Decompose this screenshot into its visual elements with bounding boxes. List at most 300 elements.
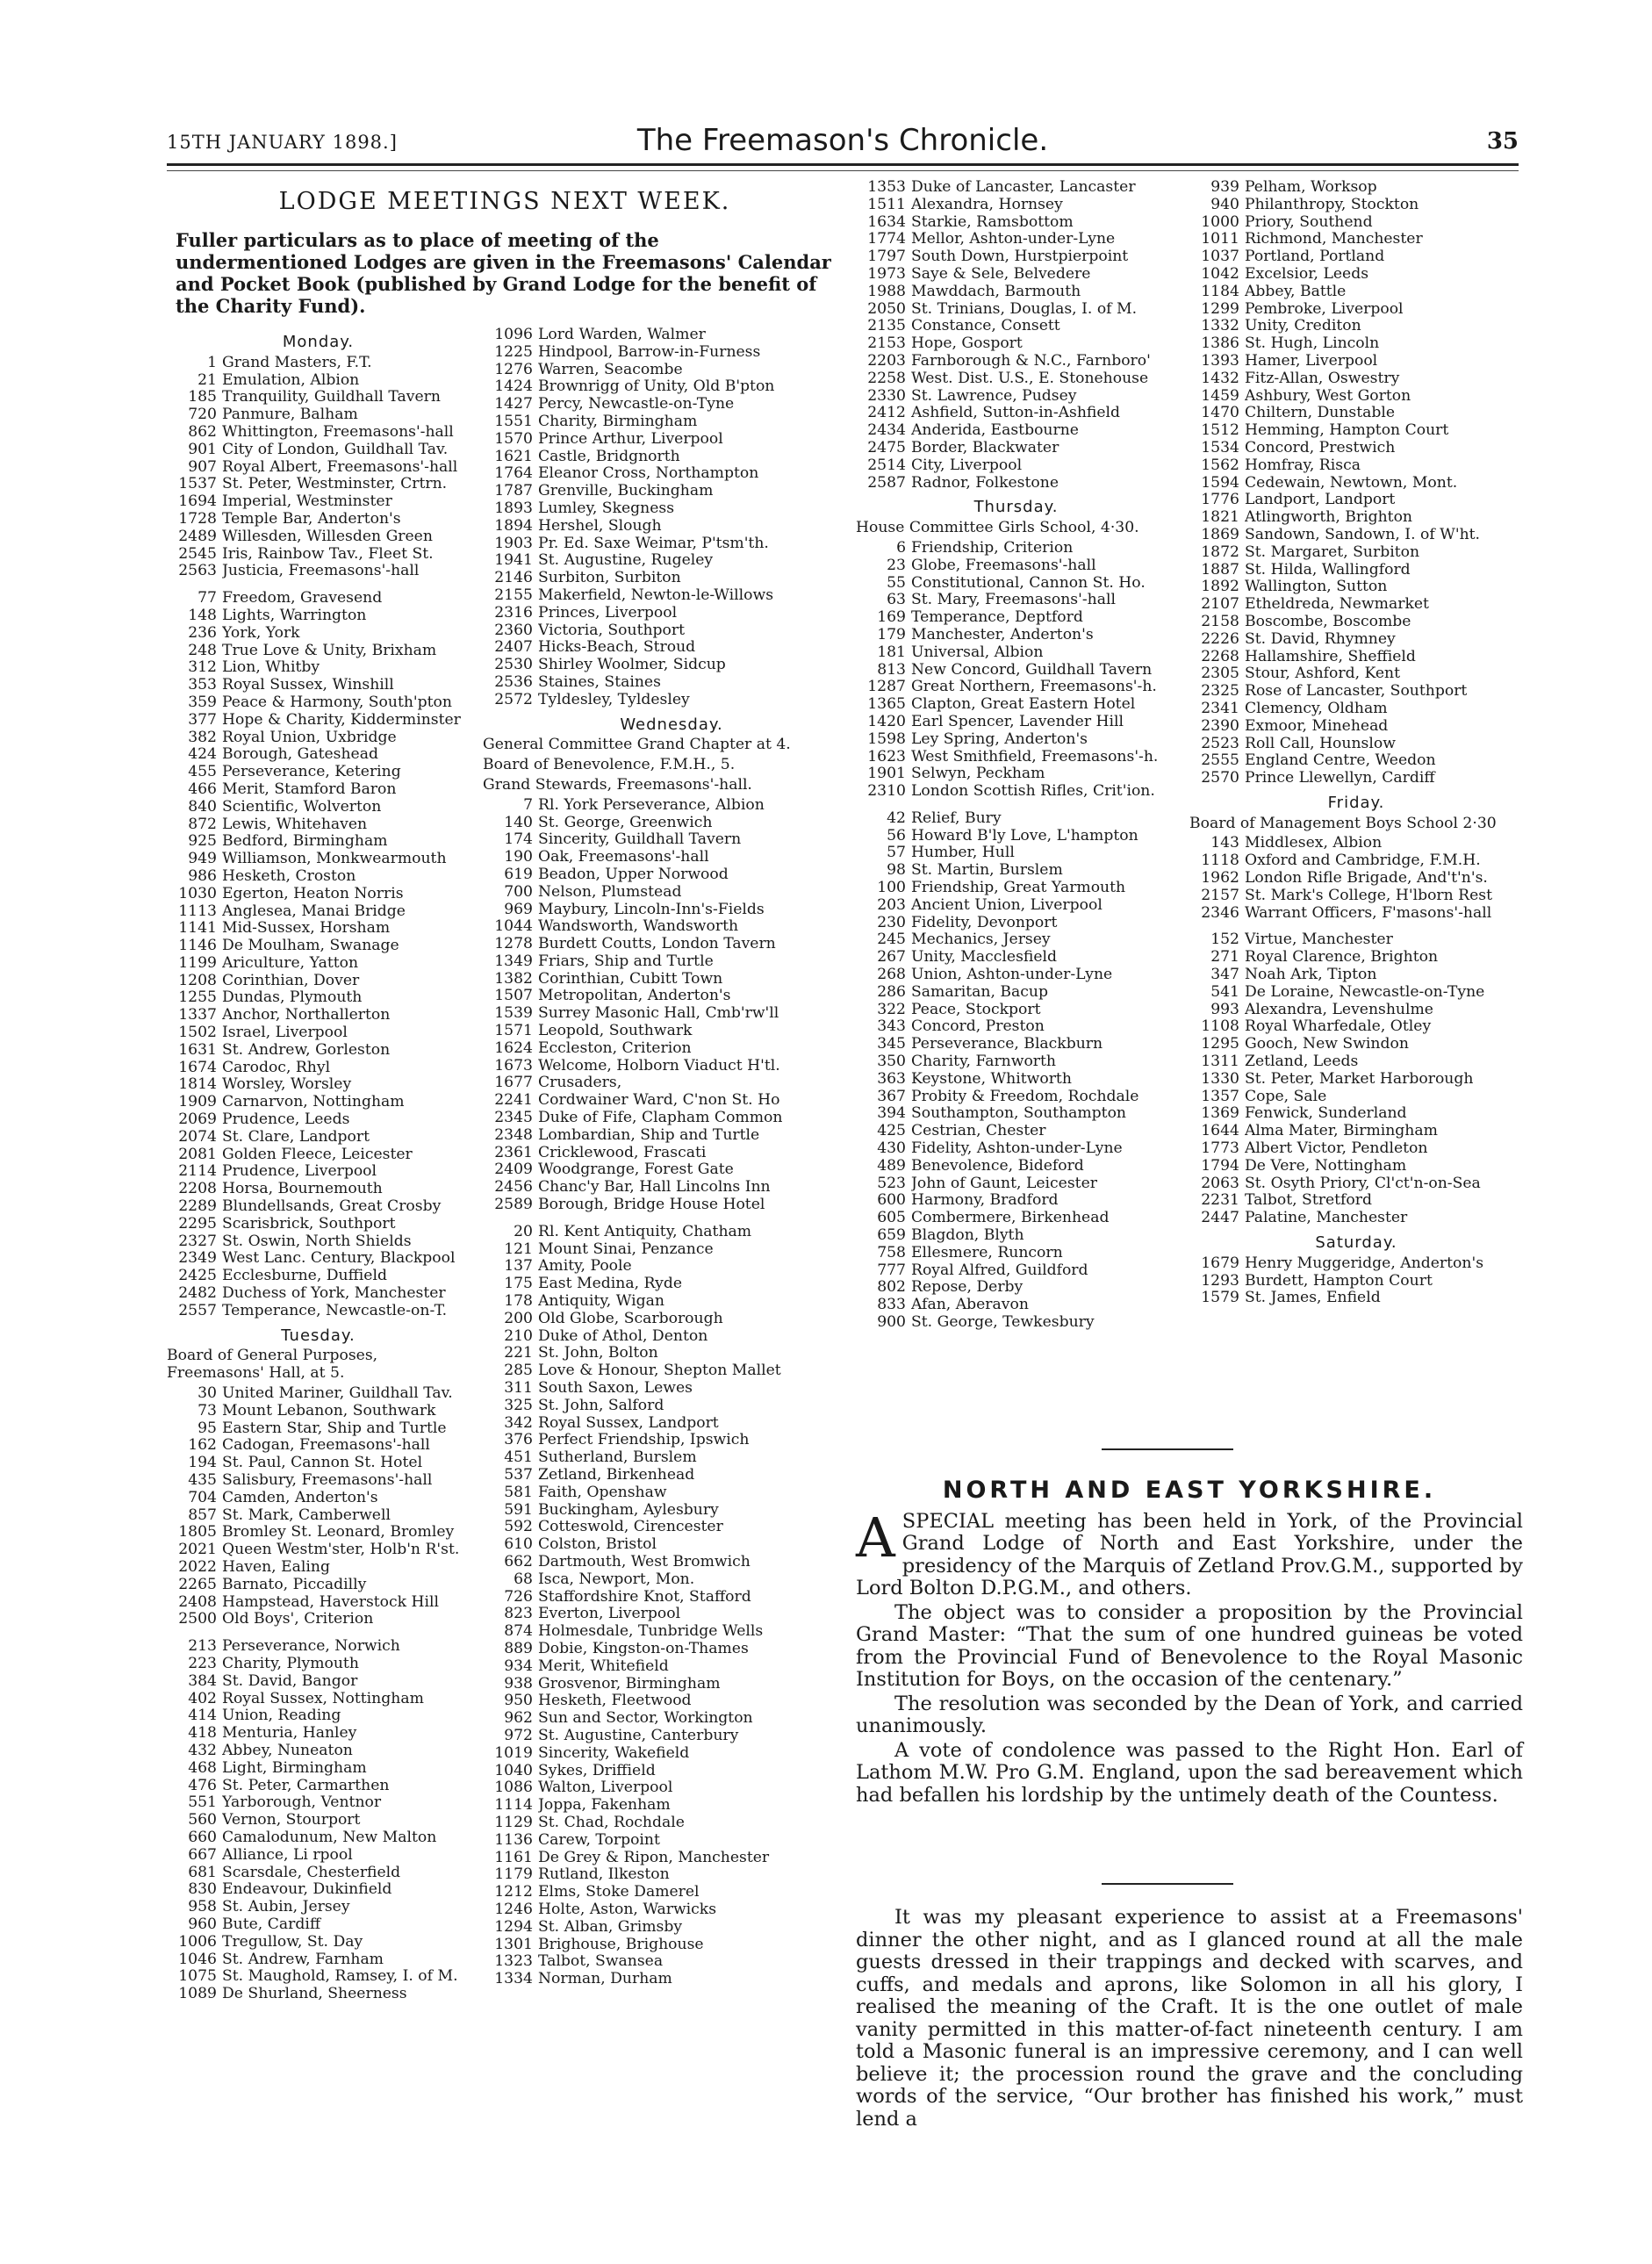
lodge-entry: [483, 1415, 860, 1433]
lodge-name: Merit, Stamford Baron: [222, 780, 397, 798]
lodge-name: Portland, Portland: [1245, 248, 1385, 266]
lodge-entry: [483, 1763, 860, 1780]
lodge-name: City, Liverpool: [911, 456, 1023, 474]
article-north-east-yorkshire: [856, 1479, 1523, 1808]
lodge-number: 700: [504, 882, 533, 901]
lodge-entry: [167, 1594, 470, 1612]
lodge-name: De Vere, Nottingham: [1245, 1157, 1407, 1175]
lodge-number: 367: [877, 1087, 906, 1105]
lodge-name: Fenwick, Sunderland: [1245, 1105, 1407, 1123]
lodge-entry: [483, 1258, 860, 1276]
lodge-entry: [167, 1507, 470, 1525]
lodge-entry: [167, 1437, 470, 1455]
lodge-number: 1323: [494, 1952, 533, 1971]
lodge-entry: [483, 1145, 860, 1162]
lodge-number: 1872: [1201, 543, 1239, 561]
lodge-name: London Scottish Rifles, Crit'ion.: [911, 783, 1155, 801]
lodge-entry: [167, 1951, 470, 1969]
lodge-number: 2425: [178, 1267, 217, 1285]
lodge-number: 402: [188, 1689, 217, 1707]
lodge-number: 377: [188, 710, 217, 729]
lodge-name: Oxford and Cambridge, F.M.H.: [1245, 852, 1481, 870]
lodge-name: Makerfield, Newton-le-Willows: [538, 586, 774, 604]
lodge-number: 1539: [494, 1004, 533, 1023]
lodge-number: 2587: [867, 473, 906, 492]
lodge-number: 1118: [1201, 852, 1239, 870]
lodge-entry: [167, 1285, 470, 1303]
lodge-name: Duke of Athol, Denton: [538, 1327, 708, 1345]
lodge-number: 523: [877, 1174, 906, 1192]
lodge-entry: [483, 1554, 860, 1571]
lodge-entry: [856, 540, 1176, 557]
lodge-entry: [483, 953, 860, 971]
lodge-entry: [1189, 614, 1523, 631]
lodge-name: Royal Union, Uxbridge: [222, 729, 397, 746]
lodge-number: 2572: [494, 690, 533, 708]
lodge-name: Unity, Crediton: [1245, 318, 1361, 335]
lodge-entry: [1189, 475, 1523, 492]
lodge-number: 435: [188, 1471, 217, 1489]
lodge-name: Ariculture, Yatton: [222, 954, 359, 972]
lodge-number: 2341: [1201, 699, 1239, 717]
lodge-number: 353: [188, 676, 217, 694]
lodge-entry: [1189, 266, 1523, 284]
lodge-number: 342: [504, 1413, 533, 1432]
article-paragraph: ASPECIAL meeting has been held in York, of the Provincial Grand Lodge of North and East Yorkshire, under the presidency of the Marquis of Zetland Prov.G.M., supported by Lord Bolton D.P.G.M., and others.: [856, 1505, 1523, 1599]
lodge-number: 901: [188, 440, 217, 458]
lodge-entry: [856, 810, 1176, 828]
lodge-entry: [483, 1110, 860, 1127]
lodge-name: Alma Mater, Birmingham: [1245, 1123, 1438, 1140]
lodge-number: 969: [504, 900, 533, 918]
lodge-name: Yarborough, Ventnor: [222, 1794, 382, 1812]
lodge-number: 802: [877, 1278, 906, 1297]
lodge-entry: [483, 500, 860, 518]
lodge-name: Percy, Newcastle-on-Tyne: [538, 396, 735, 413]
lodge-name: Barnato, Piccadilly: [222, 1576, 367, 1593]
lodge-entry: [167, 1524, 470, 1542]
lodge-name: Radnor, Folkestone: [911, 474, 1059, 492]
lodge-name: Gooch, New Swindon: [1245, 1036, 1409, 1053]
lodge-number: 1773: [1201, 1139, 1239, 1158]
lodge-name: Freedom, Gravesend: [222, 590, 383, 607]
lodge-number: 1255: [178, 988, 217, 1007]
lodge-entry: [483, 1328, 860, 1346]
lodge-name: Charity, Plymouth: [222, 1655, 359, 1672]
lodge-name: Fitz-Allan, Oswestry: [1245, 370, 1400, 387]
lodge-entry: [167, 476, 470, 493]
lodge-entry: [167, 1250, 470, 1268]
lodge-number: 1019: [494, 1743, 533, 1762]
lodge-number: 681: [188, 1863, 217, 1881]
lodge-name: Rl. Kent Antiquity, Chatham: [538, 1223, 752, 1240]
lodge-name: Lights, Warrington: [222, 607, 367, 624]
lodge-entry: [1189, 752, 1523, 770]
lodge-entry: [483, 1606, 860, 1623]
lodge-entry: [483, 1971, 860, 1988]
lodge-number: 1794: [1201, 1156, 1239, 1175]
lodge-number: 993: [1210, 1000, 1239, 1018]
lodge-entry: [856, 1105, 1176, 1123]
lodge-name: Horsa, Bournemouth: [222, 1181, 383, 1198]
lodge-name: Union, Ashton-under-Lyne: [911, 967, 1113, 984]
lodge-entry: [856, 1071, 1176, 1089]
lodge-entry: [856, 627, 1176, 644]
lodge-name: St. James, Enfield: [1245, 1290, 1381, 1307]
lodge-entry: [167, 590, 470, 607]
lodge-name: Harmony, Bradford: [911, 1192, 1059, 1210]
lodge-number: 1136: [494, 1830, 533, 1849]
lodge-number: 2135: [867, 317, 906, 335]
lodge-number: 704: [188, 1488, 217, 1506]
lodge-name: Princes, Liverpool: [538, 604, 678, 622]
lodge-number: 2589: [494, 1196, 533, 1214]
lodge-name: Dobie, Kingston-on-Thames: [538, 1640, 749, 1657]
section-divider: [1102, 1448, 1233, 1450]
lodge-number: 1631: [178, 1040, 217, 1059]
lodge-number: 430: [877, 1139, 906, 1158]
lodge-number: 55: [887, 573, 906, 592]
lodge-number: 1821: [1201, 508, 1239, 527]
lodge-name: Universal, Albion: [911, 643, 1044, 661]
lodge-entry: [1189, 405, 1523, 422]
lodge-number: 1973: [867, 264, 906, 283]
lodge-number: 1086: [494, 1779, 533, 1797]
lodge-name: Perseverance, Blackburn: [911, 1036, 1103, 1053]
lodge-name: Charity, Birmingham: [538, 413, 698, 430]
lodge-name: Haven, Ealing: [222, 1558, 330, 1576]
lodge-name: Love & Honour, Shepton Mallet: [538, 1362, 781, 1380]
lodge-number: 2570: [1201, 769, 1239, 787]
lodge-entry: [1189, 370, 1523, 388]
lodge-entry: [167, 625, 470, 643]
lodge-entry: [167, 920, 470, 938]
lodge-name: Roll Call, Hounslow: [1245, 735, 1396, 752]
lodge-name: Keystone, Whitworth: [911, 1070, 1072, 1088]
lodge-name: Sutherland, Burslem: [538, 1449, 697, 1467]
lodge-number: 1040: [494, 1761, 533, 1779]
lodge-entry: [167, 1847, 470, 1865]
lodge-number: 1179: [494, 1865, 533, 1884]
lodge-name: Cadogan, Freemasons'-hall: [222, 1437, 430, 1455]
lodge-number: 343: [877, 1017, 906, 1036]
lodge-number: 2456: [494, 1178, 533, 1197]
lodge-name: Lombardian, Ship and Turtle: [538, 1126, 760, 1144]
lodge-number: 98: [887, 861, 906, 880]
meeting-note: Board of Benevolence, F.M.H., 5.: [483, 756, 736, 774]
lodge-number: 359: [188, 693, 217, 711]
lodge-name: Exmoor, Minehead: [1245, 717, 1389, 735]
lodge-number: 1369: [1201, 1104, 1239, 1123]
lodge-entry: [167, 1559, 470, 1577]
lodge-name: Norman, Durham: [538, 1971, 672, 1988]
lodge-entry: [167, 730, 470, 747]
lodge-meetings-heading: LODGE MEETINGS NEXT WEEK.: [278, 188, 731, 215]
lodge-entry: [1189, 701, 1523, 718]
day-heading: Tuesday.: [281, 1326, 356, 1345]
lodge-name: New Concord, Guildhall Tavern: [911, 661, 1153, 679]
lodge-number: 2475: [867, 438, 906, 456]
lodge-name: Worsley, Worsley: [222, 1076, 352, 1094]
lodge-name: Hallamshire, Sheffield: [1245, 648, 1416, 665]
lodge-number: 862: [188, 422, 217, 441]
lodge-name: Blagdon, Blyth: [911, 1227, 1024, 1245]
lodge-entry: [856, 1175, 1176, 1193]
lodge-name: Everton, Liverpool: [538, 1606, 681, 1623]
lodge-entry: [856, 422, 1176, 440]
lodge-entry: [856, 1262, 1176, 1280]
lodge-name: Hesketh, Croston: [222, 867, 356, 885]
lodge-number: 1579: [1201, 1289, 1239, 1307]
lodge-name: Israel, Liverpool: [222, 1024, 348, 1042]
lodge-entry: [483, 1850, 860, 1867]
lodge-number: 950: [504, 1692, 533, 1710]
lodge-number: 1571: [494, 1022, 533, 1040]
lodge-number: 823: [504, 1605, 533, 1623]
lodge-number: 925: [188, 832, 217, 851]
lodge-entry: [856, 862, 1176, 880]
lodge-entry: [856, 845, 1176, 862]
lodge-name: St. David, Rhymney: [1245, 630, 1396, 648]
lodge-number: 1108: [1201, 1017, 1239, 1036]
lodge-entry: [856, 266, 1176, 284]
lodge-entry: [1189, 949, 1523, 967]
lodge-entry: [856, 197, 1176, 214]
lodge-entry: [483, 1484, 860, 1502]
lodge-entry: [1189, 562, 1523, 579]
lodge-entry: [1189, 353, 1523, 370]
lodge-number: 2069: [178, 1110, 217, 1129]
lodge-number: 1294: [494, 1917, 533, 1936]
lodge-entry: [856, 765, 1176, 783]
lodge-name: Temperance, Deptford: [911, 609, 1083, 627]
lodge-name: Queen Westm'ster, Holb'n R'st.: [222, 1542, 460, 1559]
lodge-entry: [167, 1024, 470, 1042]
lodge-entry: [856, 179, 1176, 197]
lodge-number: 2555: [1201, 751, 1239, 770]
lodge-number: 1797: [867, 248, 906, 266]
lodge-name: Beadon, Upper Norwood: [538, 866, 729, 883]
lodge-name: Surbiton, Surbiton: [538, 570, 681, 587]
lodge-name: Clemency, Oldham: [1245, 700, 1388, 717]
lodge-name: Holmesdale, Tunbridge Wells: [538, 1623, 764, 1641]
lodge-entry: [483, 449, 860, 466]
lodge-entry: [483, 1623, 860, 1641]
lodge-entry: [483, 1179, 860, 1197]
lodge-number: 1184: [1201, 282, 1239, 300]
lodge-name: Burdett, Hampton Court: [1245, 1272, 1433, 1290]
lodge-entry: [483, 1241, 860, 1259]
lodge-number: 2346: [1201, 903, 1239, 922]
lodge-name: Light, Birmingham: [222, 1759, 367, 1777]
lodge-name: John of Gaunt, Leicester: [911, 1175, 1097, 1192]
lodge-entry: [167, 1198, 470, 1216]
lodge-entry: [1189, 1140, 1523, 1158]
lodge-entry: [167, 1181, 470, 1198]
lodge-number: 2409: [494, 1161, 533, 1179]
lodge-entry: [167, 781, 470, 799]
lodge-entry: [1189, 870, 1523, 888]
lodge-name: Anchor, Northallerton: [222, 1007, 391, 1024]
lodge-entry: [167, 424, 470, 442]
lodge-number: 77: [198, 589, 217, 607]
lodge-name: Abbey, Battle: [1245, 283, 1347, 300]
lodge-entry: [856, 231, 1176, 248]
lodge-number: 271: [1210, 948, 1239, 967]
lodge-entry: [167, 746, 470, 764]
lodge-entry: [483, 1197, 860, 1214]
lodge-entry: [167, 528, 470, 546]
lodge-name: South Down, Hurstpierpoint: [911, 248, 1129, 266]
lodge-entry: [167, 659, 470, 677]
lodge-name: St. John, Salford: [538, 1397, 664, 1414]
lodge-entry: [1189, 1036, 1523, 1053]
lodge-entry: [483, 1040, 860, 1058]
lodge-name: De Grey & Ripon, Manchester: [538, 1849, 770, 1866]
lodge-entry: [1189, 284, 1523, 301]
lodge-entry: [856, 1002, 1176, 1019]
lodge-number: 2231: [1201, 1191, 1239, 1210]
lodge-entry: [483, 431, 860, 449]
lodge-entry: [483, 1502, 860, 1520]
lodge-number: 2530: [494, 656, 533, 674]
lodge-entry: [167, 1638, 470, 1656]
lodge-number: 2226: [1201, 629, 1239, 648]
lodge-number: 248: [188, 641, 217, 659]
lodge-name: Lord Warden, Walmer: [538, 327, 706, 343]
lodge-entry: [167, 1490, 470, 1507]
lodge-entry: [167, 1673, 470, 1691]
lodge-name: Chiltern, Dunstable: [1245, 405, 1396, 422]
lodge-number: 2325: [1201, 682, 1239, 701]
lodge-number: 1330: [1201, 1069, 1239, 1088]
lodge-number: 1511: [867, 195, 906, 213]
lodge-entry: [167, 973, 470, 990]
lodge-number: 424: [188, 745, 217, 764]
lodge-name: Menturia, Hanley: [222, 1725, 357, 1743]
lodge-entry: [856, 931, 1176, 949]
lodge-entry: [167, 1042, 470, 1060]
lodge-entry: [167, 546, 470, 564]
lodge-number: 1301: [494, 1935, 533, 1953]
lodge-name: Starkie, Ramsbottom: [911, 213, 1074, 231]
lodge-name: Holte, Aston, Warwicks: [538, 1901, 717, 1918]
lodge-name: Concord, Preston: [911, 1018, 1045, 1036]
lodge-entry: [167, 1611, 470, 1628]
lodge-number: 169: [877, 608, 906, 627]
lodge-name: Hindpool, Barrow-in-Furness: [538, 343, 761, 361]
lodge-number: 174: [504, 830, 533, 849]
lodge-name: St. Peter, Westminster, Crtrn.: [222, 476, 448, 493]
lodge-entry: [483, 815, 860, 832]
lodge-name: Castle, Bridgnorth: [538, 448, 680, 465]
lodge-name: St. Andrew, Gorleston: [222, 1041, 391, 1059]
lodge-entry: [167, 938, 470, 955]
lodge-entry: [856, 353, 1176, 370]
lodge-number: 1644: [1201, 1122, 1239, 1140]
lodge-entry: [167, 1129, 470, 1146]
lodge-entry: [1189, 835, 1523, 852]
lodge-entry: [483, 1589, 860, 1606]
lodge-name: St. Andrew, Farnham: [222, 1951, 384, 1968]
lodge-name: Cedewain, Newtown, Mont.: [1245, 474, 1458, 492]
lodge-entry: [1189, 967, 1523, 984]
lodge-name: Lion, Whitby: [222, 659, 320, 677]
lodge-name: Henry Muggeridge, Anderton's: [1245, 1254, 1484, 1272]
lodge-entry: [483, 413, 860, 431]
lodge-name: Friars, Ship and Turtle: [538, 952, 714, 970]
lodge-entry: [483, 1380, 860, 1398]
lodge-number: 203: [877, 895, 906, 914]
lodge-name: Bute, Cardiff: [222, 1915, 321, 1933]
list-gap: [483, 1214, 860, 1224]
lodge-number: 1420: [867, 712, 906, 730]
lodge-number: 56: [887, 826, 906, 845]
lodge-name: Stour, Ashford, Kent: [1245, 665, 1401, 683]
lodge-name: Hope & Charity, Kidderminster: [222, 711, 461, 729]
lodge-name: Alexandra, Levenshulme: [1245, 1001, 1433, 1018]
lodge-number: 2241: [494, 1091, 533, 1110]
lodge-number: 1624: [494, 1039, 533, 1057]
lodge-name: East Medina, Ryde: [538, 1276, 683, 1293]
issue-date: 15TH JANUARY 1898.]: [167, 132, 398, 153]
lodge-number: 1311: [1201, 1053, 1239, 1071]
lodge-name: St. Maughold, Ramsey, I. of M.: [222, 1968, 458, 1986]
lodge-entry: [483, 692, 860, 709]
lodge-number: 857: [188, 1506, 217, 1524]
lodge-number: 2348: [494, 1125, 533, 1144]
lodge-entry: [167, 372, 470, 390]
lodge-name: Temperance, Newcastle-on-T.: [222, 1302, 448, 1319]
lodge-number: 2305: [1201, 665, 1239, 683]
day-heading: Thursday.: [973, 498, 1059, 517]
lodge-entry: [167, 1656, 470, 1673]
lodge-name: Hesketh, Fleetwood: [538, 1693, 692, 1710]
lodge-entry: [1189, 984, 1523, 1002]
lodge-name: Staines, Staines: [538, 673, 661, 691]
lodge-number: 210: [504, 1326, 533, 1345]
lodge-number: 95: [198, 1419, 217, 1437]
lodge-name: Prince Llewellyn, Cardiff: [1245, 770, 1435, 787]
lodge-number: 2361: [494, 1143, 533, 1161]
lodge-entry: [483, 1161, 860, 1179]
lodge-number: 2021: [178, 1541, 217, 1559]
lodge-name: Mawddach, Barmouth: [911, 283, 1081, 300]
lodge-number: 245: [877, 931, 906, 949]
lodge-number: 137: [504, 1257, 533, 1276]
lodge-entry: [167, 886, 470, 903]
lodge-name: West. Dist. U.S., E. Stonehouse: [911, 370, 1149, 387]
lodge-number: 1892: [1201, 578, 1239, 596]
lodge-number: 1225: [494, 342, 533, 361]
lodge-name: Constance, Consett: [911, 318, 1060, 335]
lodge-name: Eastern Star, Ship and Turtle: [222, 1419, 447, 1437]
lodge-number: 662: [504, 1552, 533, 1570]
lodge-name: Earl Spencer, Lavender Hill: [911, 713, 1124, 730]
lodge-number: 2265: [178, 1575, 217, 1593]
lodge-number: 2563: [178, 562, 217, 580]
lodge-entry: [1189, 596, 1523, 614]
lodge-name: Mount Sinai, Penzance: [538, 1240, 714, 1258]
lodge-number: 1006: [178, 1932, 217, 1951]
lodge-name: Warren, Seacombe: [538, 361, 683, 378]
lodge-entry: [856, 897, 1176, 915]
lodge-number: 2500: [178, 1610, 217, 1628]
lodge-number: 1774: [867, 230, 906, 248]
lodge-name: Boscombe, Boscombe: [1245, 613, 1411, 630]
lodge-name: Cordwainer Ward, C'non St. Ho: [538, 1092, 780, 1110]
lodge-name: Rutland, Ilkeston: [538, 1866, 670, 1884]
